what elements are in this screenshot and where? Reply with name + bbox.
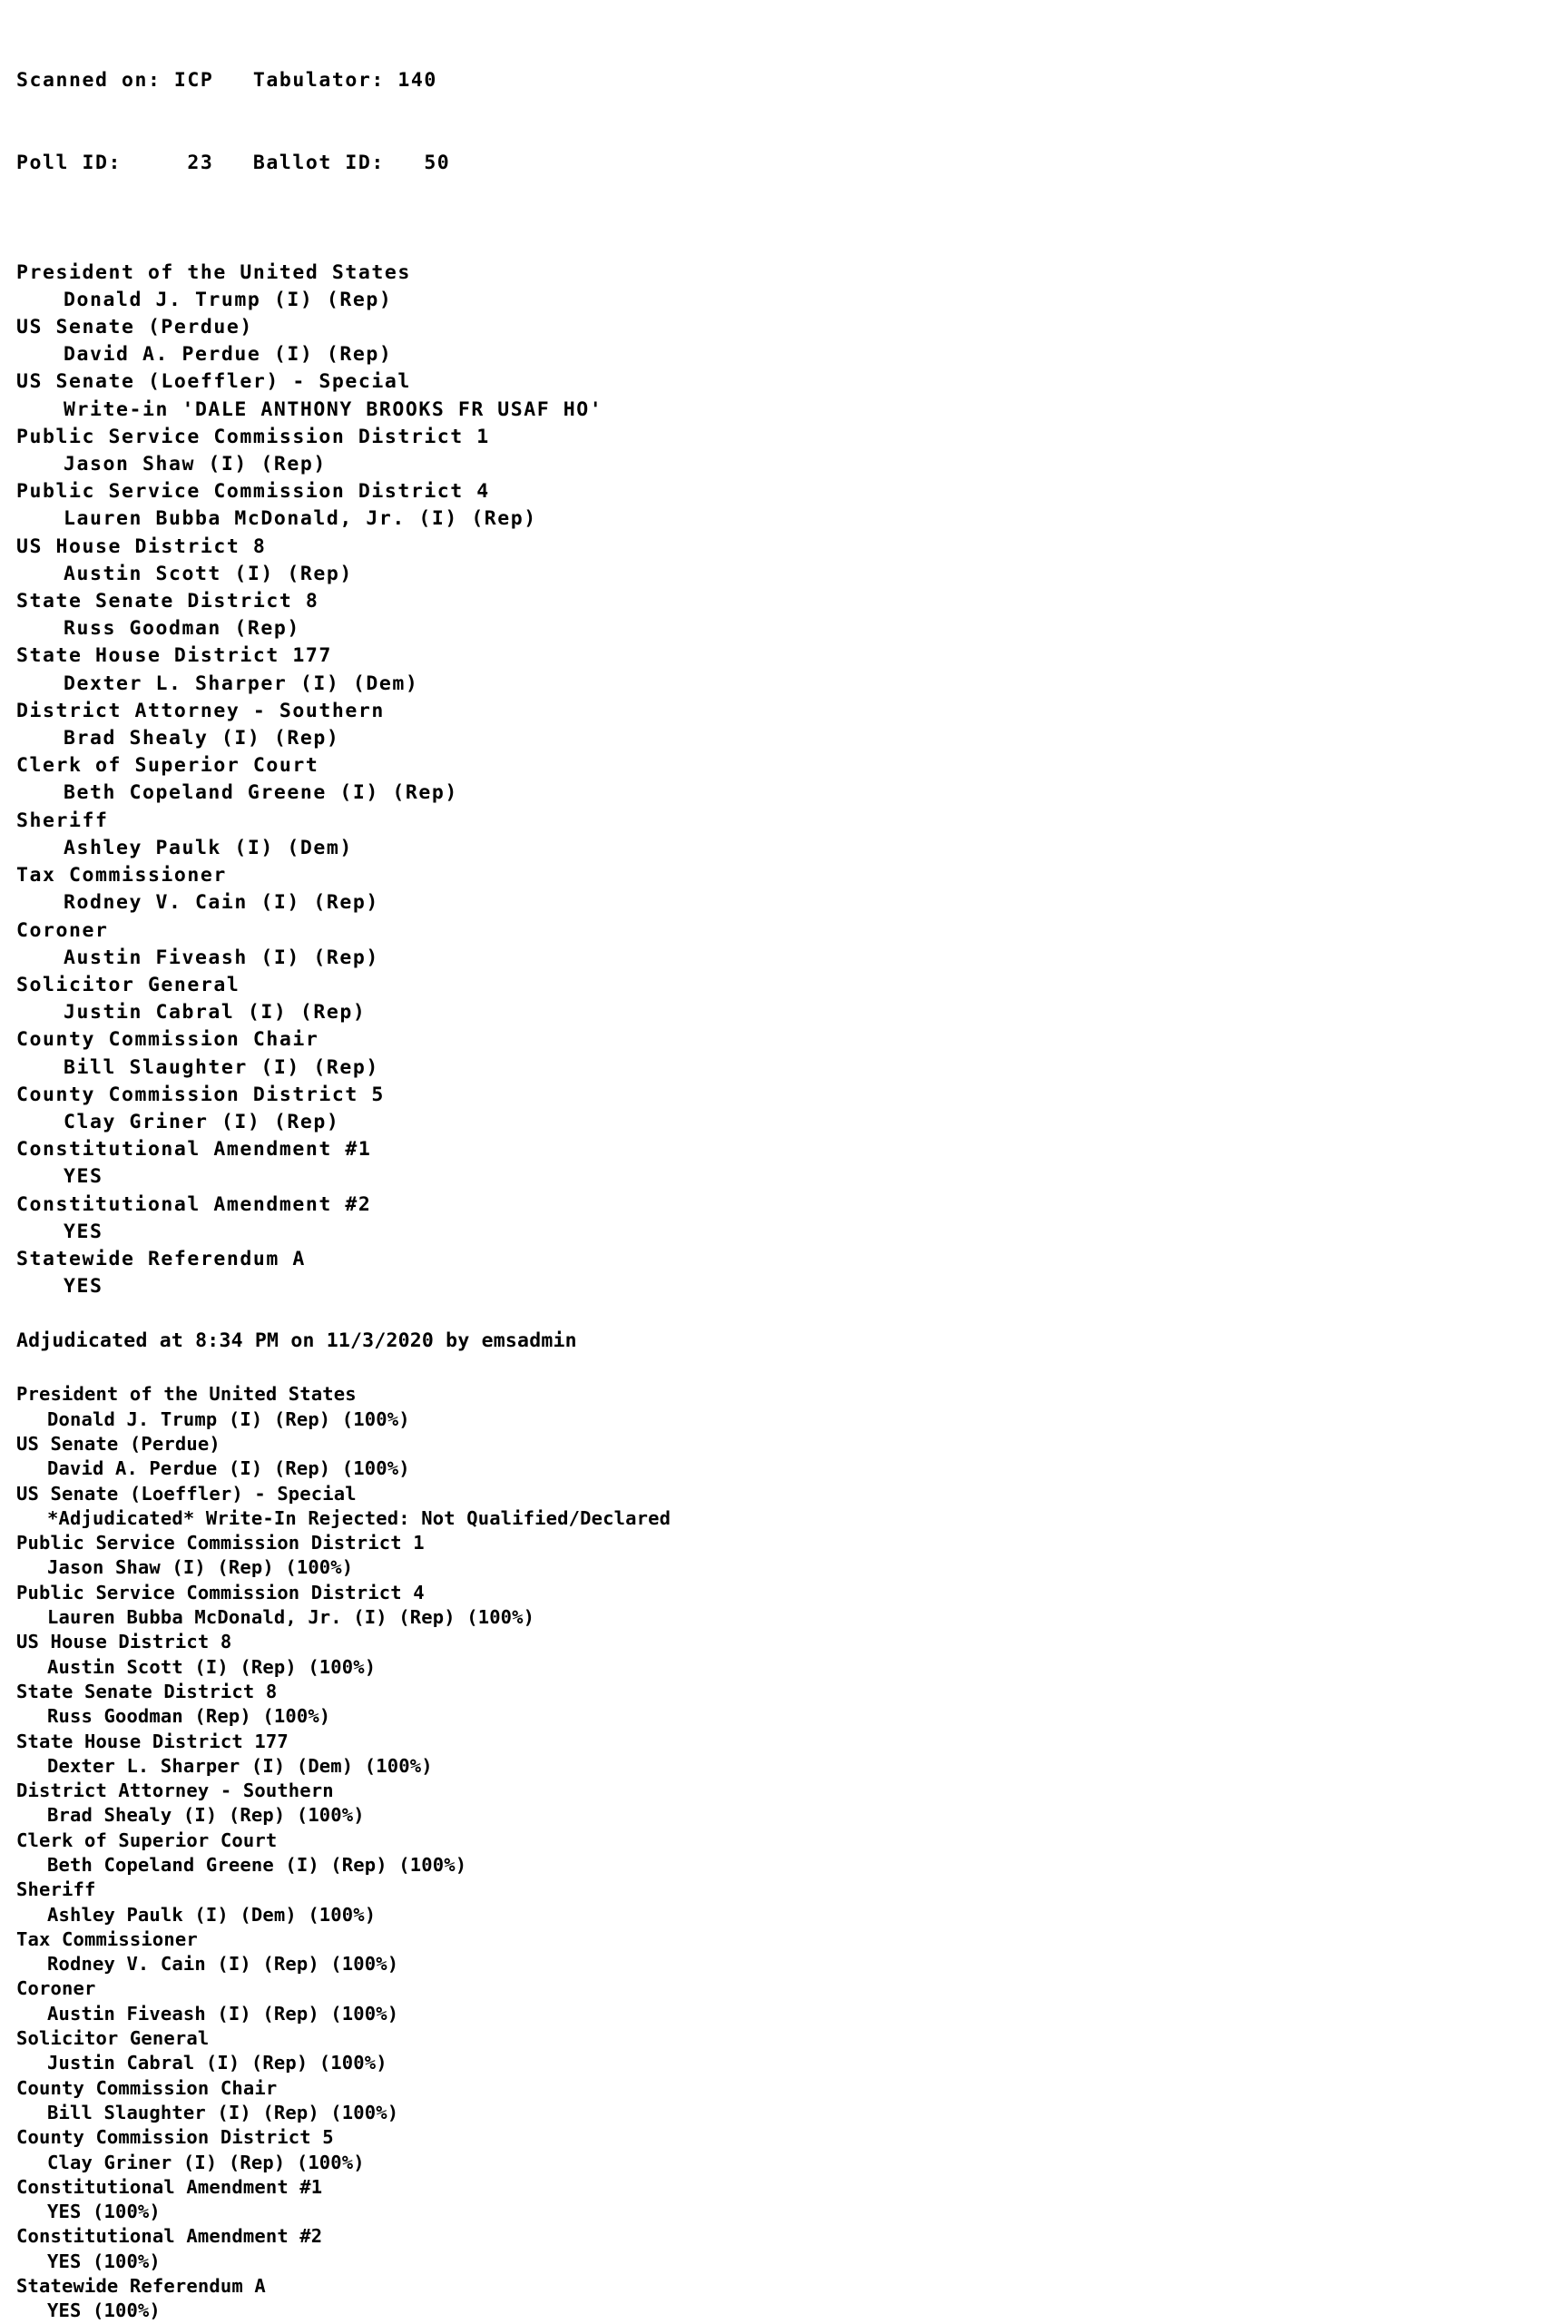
contest-selection: Jason Shaw (I) (Rep) <box>64 453 327 476</box>
contest-title: Statewide Referendum A <box>16 1247 306 1270</box>
contest-selection: Write-in 'DALE ANTHONY BROOKS FR USAF HO' <box>64 397 603 421</box>
contest-title: Constitutional Amendment #1 <box>16 1138 372 1162</box>
contest-title: District Attorney - Southern <box>16 1780 334 1802</box>
contest-selection: Beth Copeland Greene (I) (Rep) <box>64 781 458 805</box>
contest-title: Coroner <box>16 1977 96 2000</box>
contest-title: County Commission Chair <box>16 1028 319 1052</box>
contest-title: District Attorney - Southern <box>16 699 385 722</box>
contest-title: President of the United States <box>16 1383 357 1406</box>
contest-title: Public Service Commission District 4 <box>16 1581 425 1603</box>
scanned-on-line: Scanned on: ICP Tabulator: 140 <box>16 69 437 93</box>
contest-selection: YES <box>64 1165 103 1189</box>
contest-title: Solicitor General <box>16 973 240 996</box>
contest-title: US Senate (Perdue) <box>16 1432 220 1455</box>
contest-title: US Senate (Perdue) <box>16 316 253 339</box>
contest-selection: Rodney V. Cain (I) (Rep) <box>64 891 379 915</box>
spacer-2 <box>16 1300 1568 1328</box>
contest-title: US House District 8 <box>16 1631 232 1653</box>
contest-title: Constitutional Amendment #2 <box>16 2225 323 2248</box>
contest-selection: Austin Fiveash (I) (Rep) (100%) <box>47 2002 399 2025</box>
contest-selection: Russ Goodman (Rep) <box>64 617 300 641</box>
contest-title: Sheriff <box>16 809 109 832</box>
contest-selection: Donald J. Trump (I) (Rep) <box>64 288 393 311</box>
contest-title: Public Service Commission District 1 <box>16 425 490 448</box>
contest-selection: Ashley Paulk (I) (Dem) <box>64 836 353 859</box>
contest-selection: YES (100%) <box>47 2250 161 2272</box>
contest-title: President of the United States <box>16 260 411 284</box>
contest-selection: Ashley Paulk (I) (Dem) (100%) <box>47 1903 377 1926</box>
contest-title: Tax Commissioner <box>16 1927 198 1950</box>
contest-selection: *Adjudicated* Write-In Rejected: Not Qualified/Declared <box>47 1506 671 1529</box>
contest-selection: Jason Shaw (I) (Rep) (100%) <box>47 1556 354 1579</box>
poll-ballot-id-line: Poll ID: 23 Ballot ID: 50 <box>16 152 451 175</box>
contest-selection: Beth Copeland Greene (I) (Rep) (100%) <box>47 1853 467 1876</box>
contest-title: US Senate (Loeffler) - Special <box>16 1482 357 1505</box>
contest-selection: David A. Perdue (I) (Rep) <box>64 343 393 367</box>
contest-selection: Justin Cabral (I) (Rep) (100%) <box>47 2052 387 2074</box>
contest-title: County Commission District 5 <box>16 1083 385 1106</box>
contest-selection: Brad Shealy (I) (Rep) <box>64 727 340 750</box>
contest-title: State Senate District 8 <box>16 1680 278 1702</box>
contest-selection: Clay Griner (I) (Rep) <box>64 1110 340 1133</box>
contest-selection: Russ Goodman (Rep) (100%) <box>47 1705 331 1728</box>
contest-selection: Austin Scott (I) (Rep) (100%) <box>47 1655 377 1678</box>
contest-title: State House District 177 <box>16 1730 289 1752</box>
contest-selection: Dexter L. Sharper (I) (Dem) (100%) <box>47 1754 433 1777</box>
contest-selection: Justin Cabral (I) (Rep) <box>64 1001 367 1025</box>
contest-selection: YES <box>64 1275 103 1299</box>
contest-selection: Bill Slaughter (I) (Rep) (100%) <box>47 2101 399 2123</box>
adjudication-note: Adjudicated at 8:34 PM on 11/3/2020 by emsadmin <box>16 1329 577 1353</box>
contest-selection: YES <box>64 1220 103 1243</box>
contest-title: State House District 177 <box>16 644 332 668</box>
contest-selection: Dexter L. Sharper (I) (Dem) <box>64 672 419 695</box>
scanned-ballot-list <box>16 260 1568 1301</box>
scan-header <box>16 13 1568 232</box>
contest-title: Tax Commissioner <box>16 864 227 887</box>
contest-selection: Lauren Bubba McDonald, Jr. (I) (Rep) (100%) <box>47 1606 535 1629</box>
contest-title: Constitutional Amendment #2 <box>16 1192 372 1216</box>
contest-title: Clerk of Superior Court <box>16 754 319 778</box>
contest-title: County Commission Chair <box>16 2076 278 2099</box>
contest-selection: Austin Scott (I) (Rep) <box>64 562 353 585</box>
contest-selection: Bill Slaughter (I) (Rep) <box>64 1055 379 1079</box>
contest-title: Public Service Commission District 4 <box>16 480 490 504</box>
contest-selection: Brad Shealy (I) (Rep) (100%) <box>47 1804 365 1827</box>
contest-title: Sheriff <box>16 1878 96 1901</box>
contest-title: County Commission District 5 <box>16 2126 334 2149</box>
contest-selection: YES (100%) <box>47 2299 161 2322</box>
spacer-3 <box>16 1355 1568 1382</box>
contest-selection: YES (100%) <box>47 2201 161 2223</box>
contest-title: US House District 8 <box>16 534 267 558</box>
contest-title: US Senate (Loeffler) - Special <box>16 370 411 394</box>
contest-selection: Austin Fiveash (I) (Rep) <box>64 946 379 969</box>
contest-selection: Rodney V. Cain (I) (Rep) (100%) <box>47 1953 399 1976</box>
spacer-1 <box>16 232 1568 260</box>
contest-selection: Clay Griner (I) (Rep) (100%) <box>47 2151 365 2173</box>
contest-title: Clerk of Superior Court <box>16 1829 278 1851</box>
contest-title: Statewide Referendum A <box>16 2275 266 2298</box>
contest-selection: David A. Perdue (I) (Rep) (100%) <box>47 1457 410 1480</box>
adjudicated-results-list <box>16 1382 1568 2323</box>
contest-title: Constitutional Amendment #1 <box>16 2175 323 2198</box>
contest-selection: Lauren Bubba McDonald, Jr. (I) (Rep) <box>64 507 537 531</box>
contest-title: Public Service Commission District 1 <box>16 1532 425 1554</box>
contest-title: Coroner <box>16 918 109 942</box>
contest-title: Solicitor General <box>16 2027 210 2050</box>
contest-title: State Senate District 8 <box>16 590 319 613</box>
contest-selection: Donald J. Trump (I) (Rep) (100%) <box>47 1407 410 1430</box>
